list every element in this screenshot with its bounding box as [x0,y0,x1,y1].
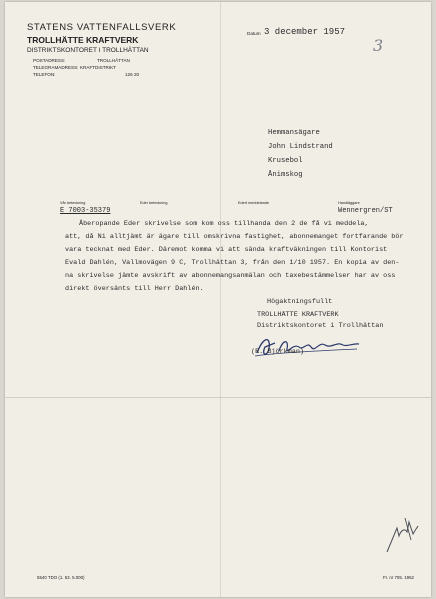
closing-greeting: Högaktningsfullt [267,298,333,306]
recipient-line-2: John Lindstrand [268,143,333,151]
telegram-label: TELEGRAMADRESS: [33,65,79,70]
our-ref-label: Vår beteckning [60,201,86,205]
postadress-label: POSTADRESS: [33,58,66,63]
handler-label: Handläggare [338,201,360,205]
handler-value: Wennergren/ST [338,207,393,215]
body-line-6: direkt översänts till Herr Dahlén. [65,285,204,293]
recipient-line-3: Krusebol [268,157,303,165]
recipient-line-1: Hemmansägare [268,129,320,137]
our-ref-value: E 7003-35379 [60,207,111,215]
handwritten-signature [253,331,363,363]
body-line-3: vara tecknat med Eder. Däremot komma vi att sända kraftväkningen till Kontorist [65,246,388,254]
closing-org-2: Distriktskontoret i Trollhättan [257,322,384,330]
date-value: 3 december 1957 [264,27,346,37]
body-line-1: Åberopande Eder skrivelse som kom oss tillhanda den 2 de få vi meddela, [79,220,369,228]
closing-org-1: TROLLHÄTTE KRAFTVERK [257,311,339,319]
recipient-line-4: Ånimskog [268,171,303,179]
body-line-4: Evald Dahlén, Vallmovägen 9 C, Trollhättan 3, från den 1/10 1957. En kopia av den- [65,259,400,267]
letterhead-office: DISTRIKTSKONTORET I TROLLHÄTTAN [27,47,149,54]
date-label: Datum [247,31,261,36]
page-mark: 3 [373,36,384,55]
telefon-label: TELEFON: [33,72,56,77]
your-ref-label: Eder beteckning [140,201,168,205]
letterhead-plant: TROLLHÄTTE KRAFTVERK [27,35,139,45]
pencil-initials [385,514,419,554]
form-number-left: 5540 TDO (1. 53. 5.000) [37,575,85,580]
telefon-value: 126 20 [125,72,140,77]
form-number-right: Fr. nr 705. 1952 [383,575,414,580]
body-line-5: na skrivelse jämte avskrift av abonnemangsanmälan och taxebestämmelser har av oss [65,272,396,280]
telegram-value: KRAFTDISTRIKT [80,65,116,70]
fold-line-horizontal [5,397,431,398]
fold-line-vertical [220,2,221,597]
body-line-2: att, då Ni alltjämt är ägare till omskrivna fastighet, abonnemanget fortfarande bör [65,233,404,241]
signatory-name: (R. Björkman) [251,348,305,356]
letter-sheet [5,2,431,597]
your-message-label: Edert meddelande [238,201,270,205]
postadress-value: TROLLHÄTTAN [97,58,130,63]
letterhead-agency: STATENS VATTENFALLSVERK [27,22,177,33]
